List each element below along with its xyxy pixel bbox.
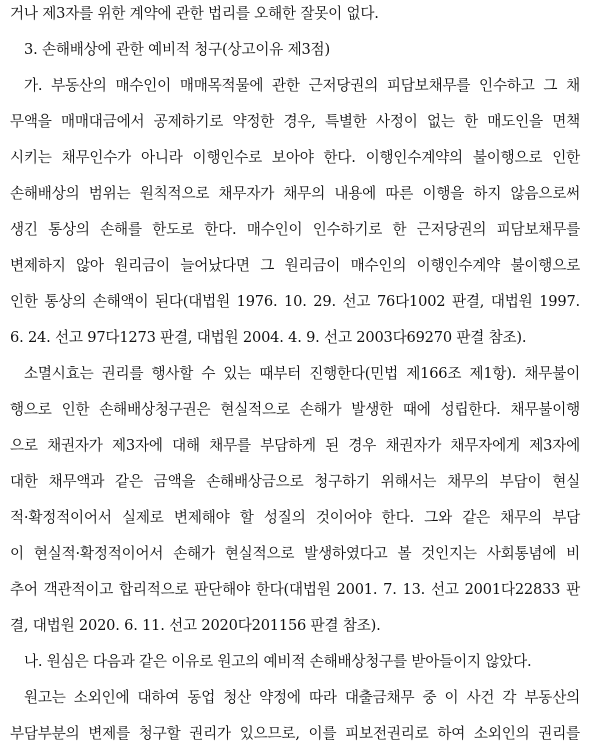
text-line: 손해배상의 범위는 원칙적으로 채무자가 채무의 내용에 따른 이행을 하지 않음으로써	[10, 185, 580, 202]
text-line: 행으로 인한 손해배상청구권은 현실적으로 손해가 발생한 때에 성립한다. 채무불이행	[10, 401, 580, 418]
text-line: 6. 24. 선고 97다1273 판결, 대법원 2004. 4. 9. 선고 2003다69270 판결 참조).	[10, 329, 527, 346]
text-line: 무액을 매매대금에서 공제하기로 약정한 경우, 특별한 사정이 없는 한 매도인을 면책	[10, 113, 580, 130]
text-line: 추어 객관적이고 합리적으로 판단해야 한다(대법원 2001. 7. 13. 선고 2001다22833 판	[10, 581, 580, 598]
text-line: 생긴 통상의 손해를 한도로 한다. 매수인이 인수하기로 한 근저당권의 피담보채무를	[10, 221, 580, 238]
text-line: 원고는 소외인에 대하여 동업 청산 약정에 따라 대출금채무 중 이 사건 각 부동산의	[24, 689, 580, 706]
section-heading: 3. 손해배상에 관한 예비적 청구(상고이유 제3점)	[24, 41, 330, 58]
text-line: 소멸시효는 권리를 행사할 수 있는 때부터 진행한다(민법 제166조 제1항). 채무불이	[24, 365, 580, 382]
text-line: 시키는 채무인수가 아니라 이행인수로 보아야 한다. 이행인수계약의 불이행으로 인한	[10, 149, 580, 166]
text-line: 거나 제3자를 위한 계약에 관한 법리를 오해한 잘못이 없다.	[10, 5, 379, 22]
text-line: 가. 부동산의 매수인이 매매목적물에 관한 근저당권의 피담보채무를 인수하고 그 채	[24, 77, 580, 94]
text-line: 적·확정적이어서 실제로 변제해야 할 성질의 것이어야 한다. 그와 같은 채무의 부담	[10, 509, 580, 526]
text-line: 변제하지 않아 원리금이 늘어났다면 그 원리금이 매수인의 이행인수계약 불이행으로	[10, 257, 580, 274]
text-line: 부담부분의 변제를 청구할 권리가 있으므로, 이를 피보전권리로 하여 소외인의 권리를	[10, 725, 580, 742]
text-line: 이 현실적·확정적이어서 손해가 현실적으로 발생하였다고 볼 것인지는 사회통념에 비	[10, 545, 580, 562]
text-line: 으로 채권자가 제3자에 대해 채무를 부담하게 된 경우 채권자가 채무자에게 제3자에	[10, 437, 580, 454]
text-line: 대한 채무액과 같은 금액을 손해배상금으로 청구하기 위해서는 채무의 부담이 현실	[10, 473, 580, 490]
text-line: 결, 대법원 2020. 6. 11. 선고 2020다201156 판결 참조).	[10, 617, 381, 634]
text-line: 인한 통상의 손해액이 된다(대법원 1976. 10. 29. 선고 76다1002 판결, 대법원 1997.	[10, 293, 580, 310]
text-line: 나. 원심은 다음과 같은 이유로 원고의 예비적 손해배상청구를 받아들이지 않았다.	[24, 653, 532, 670]
